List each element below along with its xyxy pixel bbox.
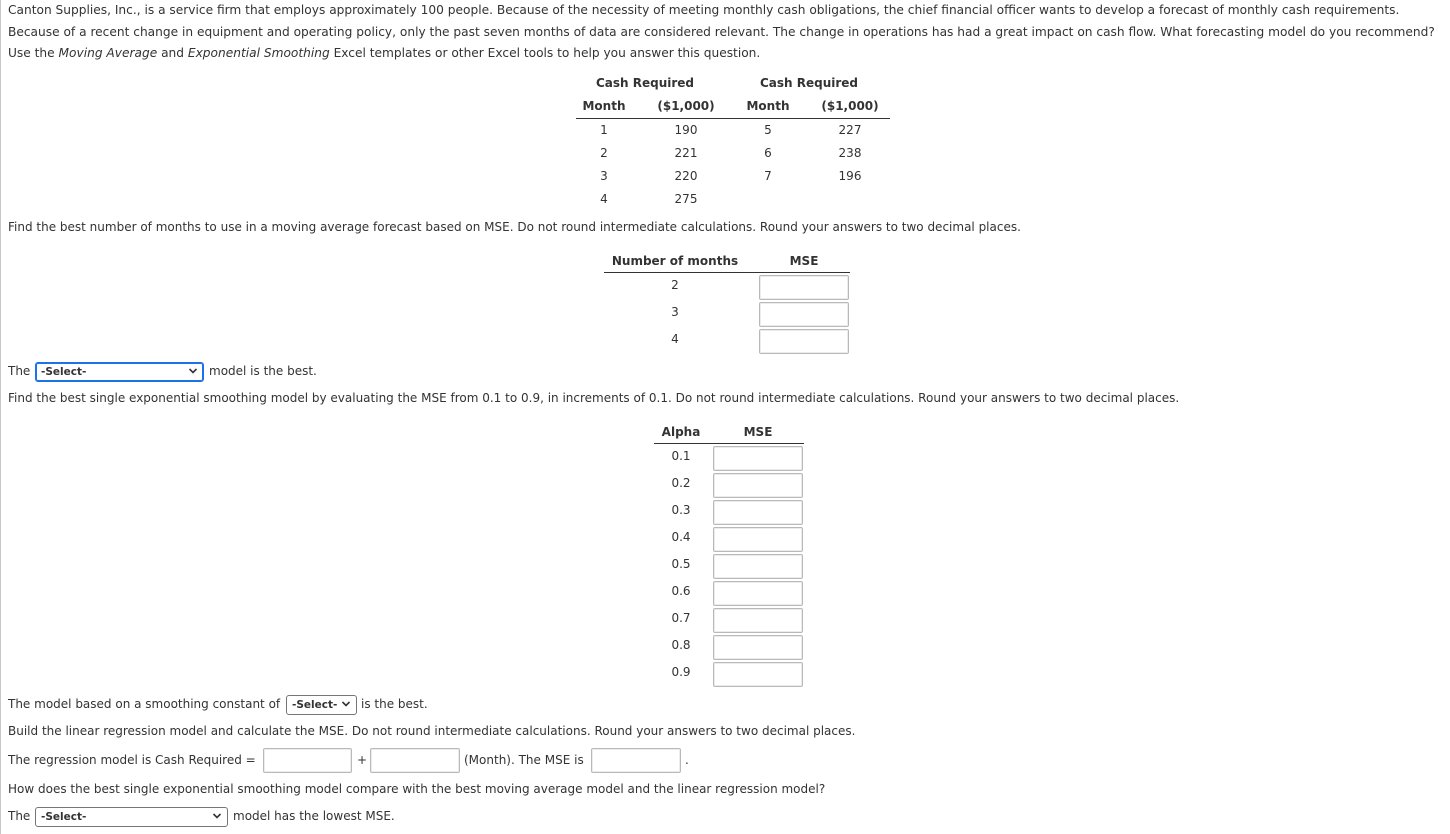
ma-col-months: Number of months — [611, 254, 739, 268]
es-mse-input[interactable] — [713, 473, 803, 498]
select-value: -Select- — [41, 366, 87, 378]
select-value: -Select- — [41, 811, 87, 823]
es-best-prefix: The model based on a smoothing constant of — [8, 697, 281, 711]
select-value: -Select- — [292, 699, 338, 711]
es-mse-input[interactable] — [713, 446, 803, 471]
ma-mse-input[interactable] — [759, 302, 849, 327]
table-header-rule — [576, 118, 890, 119]
es-mse-input[interactable] — [713, 554, 803, 579]
table-cell: 5 — [764, 123, 772, 137]
comparison-question: How does the best single exponential smoothing model compare with the best moving average model and the linear regression model? — [8, 782, 826, 796]
chevron-down-icon — [188, 366, 198, 376]
regression-period: . — [685, 753, 689, 767]
ma-best-prefix: The — [8, 364, 31, 378]
comparison-select[interactable] — [35, 807, 228, 827]
es-row-alpha: 0.7 — [671, 611, 691, 625]
es-mse-input[interactable] — [713, 581, 803, 606]
table-cell: 220 — [674, 169, 698, 183]
es-header-rule — [654, 443, 804, 444]
group-header-right: Cash Required — [759, 76, 859, 90]
ma-row-months: 3 — [671, 305, 679, 319]
ma-col-mse: MSE — [789, 254, 819, 268]
moving-average-template-name: Moving Average — [58, 46, 158, 60]
es-row-alpha: 0.1 — [671, 449, 691, 463]
table-cell: 6 — [764, 146, 772, 160]
regression-month-text: (Month). The MSE is — [464, 753, 584, 767]
group-header-left: Cash Required — [595, 76, 695, 90]
es-best-select[interactable] — [286, 695, 357, 715]
es-row-alpha: 0.2 — [671, 476, 691, 490]
table-cell: 1 — [600, 123, 608, 137]
month-header-left: Month — [582, 99, 626, 113]
es-col-mse: MSE — [743, 425, 773, 439]
table-cell: 196 — [838, 169, 862, 183]
regression-plus: + — [357, 753, 368, 767]
es-mse-input[interactable] — [713, 635, 803, 660]
unit-header-left: ($1,000) — [657, 99, 715, 113]
es-instruction: Find the best single exponential smoothing model by evaluating the MSE from 0.1 to 0.9, in increments of 0.1. Do not round intermediate calculations. Round your answers to two decimal places. — [8, 391, 1180, 405]
table-cell: 275 — [674, 192, 698, 206]
table-cell: 227 — [838, 123, 862, 137]
table-cell: 2 — [600, 146, 608, 160]
unit-header-right: ($1,000) — [821, 99, 879, 113]
ma-mse-input[interactable] — [759, 329, 849, 354]
comparison-suffix: model has the lowest MSE. — [233, 809, 395, 823]
es-row-alpha: 0.6 — [671, 584, 691, 598]
ma-row-months: 2 — [671, 278, 679, 292]
chevron-down-icon — [212, 811, 222, 821]
regression-mse-input[interactable] — [591, 748, 681, 773]
table-cell: 221 — [674, 146, 698, 160]
es-row-alpha: 0.9 — [671, 665, 691, 679]
table-cell: 7 — [764, 169, 772, 183]
es-row-alpha: 0.5 — [671, 557, 691, 571]
month-header-right: Month — [746, 99, 790, 113]
ma-row-months: 4 — [671, 332, 679, 346]
es-row-alpha: 0.4 — [671, 530, 691, 544]
ma-best-select[interactable] — [35, 362, 204, 382]
es-mse-input[interactable] — [713, 527, 803, 552]
regression-intercept-input[interactable] — [263, 748, 352, 773]
table-cell: 3 — [600, 169, 608, 183]
es-best-suffix: is the best. — [361, 697, 428, 711]
es-mse-input[interactable] — [713, 500, 803, 525]
problem-statement: Canton Supplies, Inc., is a service firm that employs approximately 100 people. Because of the necessity of meeting monthly cash obligations, the chief financial officer wants to develop a forecast of monthly cash requirements. Because of a recent change in equipment and operating policy, only the past seven months of data are considered relevant. The change in operations has had a great impact on cash flow. What forecasting model do you recommend? Use the Moving Average and Exponential Smoothing Excel templates or other Excel tools to help you answer this question. — [8, 3, 1435, 60]
es-row-alpha: 0.8 — [671, 638, 691, 652]
regression-instruction: Build the linear regression model and calculate the MSE. Do not round intermediate calculations. Round your answers to two decimal places. — [8, 724, 856, 738]
es-row-alpha: 0.3 — [671, 503, 691, 517]
chevron-down-icon — [341, 699, 351, 709]
ma-header-rule — [604, 272, 850, 273]
table-cell: 4 — [600, 192, 608, 206]
comparison-prefix: The — [8, 809, 31, 823]
ma-instruction: Find the best number of months to use in a moving average forecast based on MSE. Do not round intermediate calculations. Round your answers to two decimal places. — [8, 220, 1021, 234]
regression-prefix: The regression model is Cash Required = — [8, 753, 256, 767]
ma-mse-input[interactable] — [759, 275, 849, 300]
ma-best-suffix: model is the best. — [209, 364, 317, 378]
es-mse-input[interactable] — [713, 608, 803, 633]
exponential-smoothing-template-name: Exponential Smoothing — [187, 46, 330, 60]
left-border — [0, 0, 1, 834]
es-col-alpha: Alpha — [661, 425, 701, 439]
es-mse-input[interactable] — [713, 662, 803, 687]
table-cell: 238 — [838, 146, 862, 160]
table-cell: 190 — [674, 123, 698, 137]
regression-slope-input[interactable] — [370, 748, 460, 773]
